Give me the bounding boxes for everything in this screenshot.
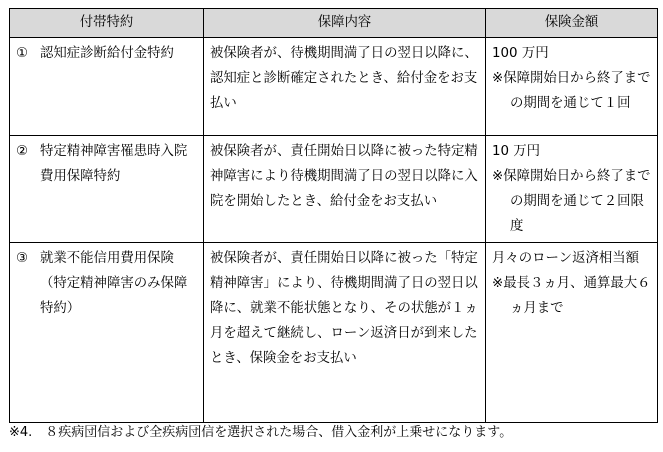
header-content: 保障内容 [204, 9, 486, 38]
rider-cell [10, 243, 204, 423]
footnote: ※4. ８疾病団信および全疾病団信を選択された場合、借入金利が上乗せになります。 [9, 425, 513, 440]
rider-cell [10, 38, 204, 136]
rider-number: ③ [16, 251, 29, 266]
table-row [10, 136, 658, 243]
table-body [10, 38, 658, 423]
table-header [10, 9, 658, 38]
amount-cell [486, 136, 658, 243]
content-cell: 被保険者が、待機期間満了日の翌日以降に、認知症と診断確定されたとき、給付金をお支払い [204, 38, 486, 136]
rider-table [9, 8, 658, 423]
amount-note: ※保障開始日から終了までの期間を通じて１回 [492, 71, 651, 111]
amount-cell [486, 243, 658, 423]
table-row [10, 243, 658, 423]
amount-cell [486, 38, 658, 136]
content-cell: 被保険者が、責任開始日以降に被った「特定精神障害」により、待機期間満了日の翌日以降に、就業不能状態となり、その状態が１ヵ月を超えて継続し、ローン返済日が到来したとき、保険金をお支払い [204, 243, 486, 423]
rider-name: 就業不能信用費用保険（特定精神障害のみ保障特約） [40, 251, 188, 316]
amount-value: 10 万円 [492, 144, 541, 159]
rider-name: 認知症診断給付金特約 [40, 46, 174, 61]
rider-number: ① [16, 46, 29, 61]
rider-cell [10, 136, 204, 243]
amount-note: ※保障開始日から終了までの期間を通じて２回限度 [492, 169, 651, 234]
amount-value: 月々のローン返済相当額 [492, 251, 640, 266]
header-rider: 付帯特約 [10, 9, 204, 38]
amount-note: ※最長３ヵ月、通算最大６ヵ月まで [492, 276, 651, 316]
header-row [10, 9, 658, 38]
rider-number: ② [16, 144, 29, 159]
rider-name: 特定精神障害罹患時入院費用保障特約 [40, 144, 188, 184]
table-row [10, 38, 658, 136]
header-amount: 保険金額 [486, 9, 658, 38]
amount-value: 100 万円 [492, 46, 549, 61]
content-cell: 被保険者が、責任開始日以降に被った特定精神障害により待機期間満了日の翌日以降に入院を開始したとき、給付金をお支払い [204, 136, 486, 243]
